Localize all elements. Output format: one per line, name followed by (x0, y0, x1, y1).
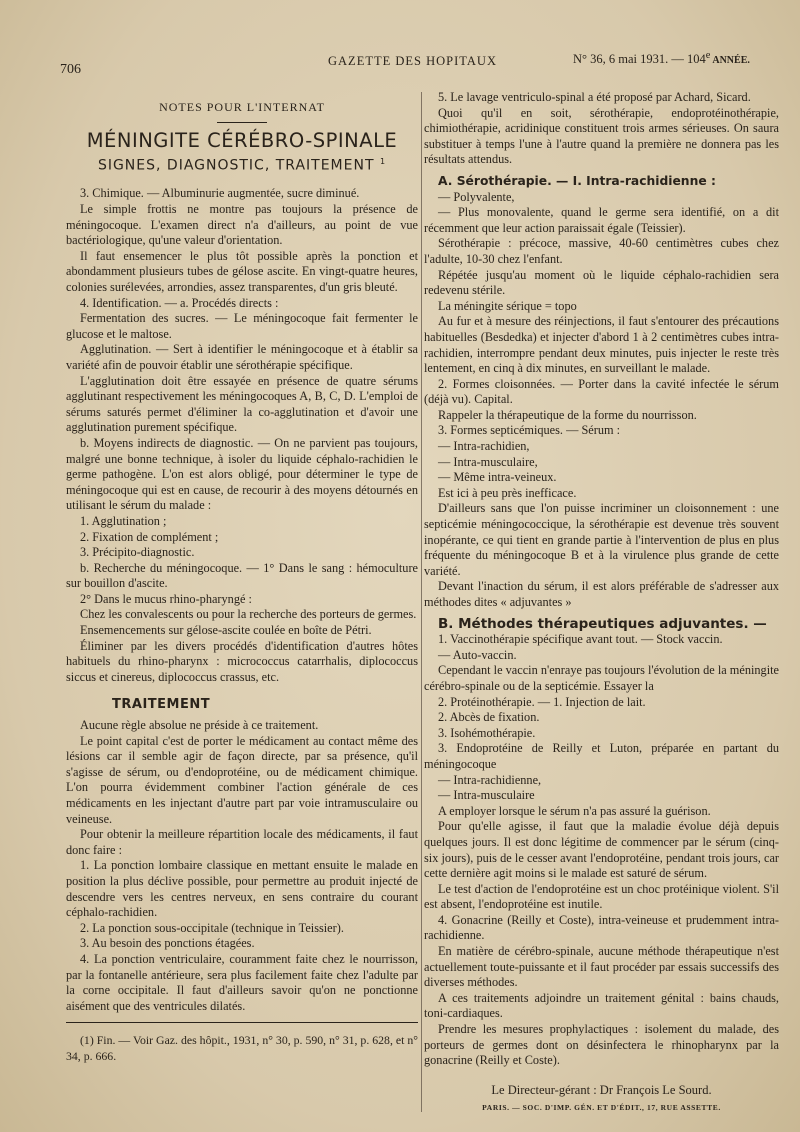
paragraph: Rappeler la thérapeutique de la forme du nourrisson. (438, 407, 697, 422)
paragraph: Cependant le vaccin n'enraye pas toujours l'évolution de la méningite cérébro-spinale ou de la septicémie. Essayer la (424, 663, 779, 693)
paragraph: Répétée jusqu'au moment où le liquide céphalo-rachidien sera redevenu stérile. (424, 267, 779, 298)
issue-year-label: ANNÉE. (710, 55, 750, 67)
paragraph: 4. Identification. — a. Procédés directs : (80, 295, 279, 310)
list-item: — Intra-musculaire, (438, 454, 538, 469)
paragraph: 3. Formes septicémiques. — Sérum : (438, 423, 621, 438)
paragraph: A employer lorsque le sérum n'a pas assuré la guérison. (438, 803, 711, 818)
issue-info (573, 50, 750, 67)
paragraph: Aucune règle absolue ne préside à ce traitement. (80, 718, 319, 733)
issue-number: N° 36, 6 mai 1931. — 104 (573, 52, 706, 67)
list-item: 3. Précipito-diagnostic. (80, 545, 195, 560)
list-item: — Intra-rachidienne, (438, 772, 542, 787)
paragraph: b. Moyens indirects de diagnostic. — On ne parvient pas toujours, malgré une bonne technique, à isoler du liquide céphalo-rachidien le germe pathogène. L'on est alors obligé, pour déterminer le type de méningocoque qui est en cause, de recourir à des moyens détournés en utilisant le sérum du malade : (66, 435, 418, 513)
paragraph: Chez les convalescents ou pour la recherche des porteurs de germes. (80, 607, 417, 622)
subsection-heading: A. Sérothérapie. — I. Intra-rachidienne : (438, 173, 716, 188)
paragraph: 2. Formes cloisonnées. — Porter dans la cavité infectée le sérum (déjà vu). Capital. (424, 376, 779, 407)
paragraph: — Plus monovalente, quand le germe sera identifié, on a dit récemment que leur action paraissait égale (Teissier). (424, 205, 779, 235)
paragraph: Prendre les mesures prophylactiques : isolement du malade, des porteurs de germes dont on désinfectera le rhinopharynx par la gonacrine (Reilly et Coste). (424, 1022, 779, 1068)
paragraph: 4. La ponction ventriculaire, couramment faite chez le nourrisson, par la fontanelle antérieure, sera plus facilement faite chez l'adulte par la corne occipitale. Il faut d'ailleurs savoir qu'on ne ponctionne aisément que des ventricules dilatés. (66, 951, 418, 1013)
paragraph: Sérothérapie : précoce, massive, 40-60 centimètres cubes chez l'adulte, 10-30 chez l'enfant. (424, 236, 779, 266)
paragraph: A ces traitements adjoindre un traitement génital : bains chauds, toni-cardiaques. (424, 990, 779, 1021)
paragraph: Devant l'inaction du sérum, il est alors préférable de s'adresser aux méthodes dites « adjuvantes » (424, 579, 779, 609)
paragraph: Pour qu'elle agisse, il faut que la maladie évolue déjà depuis quelques jours. Il est donc légitime de commencer par le sérum (cinq-six jours), puis de le cesser avant l'endoprotéine, pendant trois jours, car cette dernière agit moins si le malade est saturé de sérum. (424, 819, 779, 881)
title-rule (217, 122, 267, 123)
left-column (66, 100, 418, 1065)
paragraph: 5. Le lavage ventriculo-spinal a été proposé par Achard, Sicard. (438, 90, 751, 104)
paragraph: 2. Abcès de fixation. (438, 710, 540, 725)
paragraph: Agglutination. — Sert à identifier le méningocoque et à établir sa variété afin de pouvoir établir une sérothérapie spécifique. (66, 342, 418, 372)
paragraph: b. Recherche du méningocoque. — 1° Dans le sang : hémoculture sur bouillon d'ascite. (66, 560, 418, 591)
paragraph: Il faut ensemencer le plus tôt possible après la ponction et abondamment plusieurs tubes de gélose ascite. En vingt-quatre heures, colonies surélevées, arrondies, assez transparentes, d'un gris bleuté. (66, 248, 418, 294)
paragraph: Le point capital c'est de porter le médicament au contact même des lésions car il semble agir de façon directe, par sa présence, qu'il s'agisse de sérum, ou d'endoprotéine, ou de médicament chimique. L'on pourra évidemment combiner l'action générale de ces médicaments en les injectant d'autre part par voie intramusculaire ou veineuse. (66, 733, 418, 826)
paragraph: 2. Protéinothérapie. — 1. Injection de lait. (438, 694, 646, 709)
section-label: NOTES POUR L'INTERNAT (159, 100, 325, 114)
paragraph: Fermentation des sucres. — Le méningocoque fait fermenter le glucose et le maltose. (66, 311, 418, 341)
list-item: — Intra-rachidien, (438, 439, 530, 454)
paragraph: — Auto-vaccin. (438, 647, 517, 662)
list-item: — Intra-musculaire (438, 788, 535, 803)
paragraph: 2° Dans le mucus rhino-pharyngé : (80, 591, 252, 606)
list-item: 1. Agglutination ; (80, 513, 167, 528)
right-column (424, 90, 779, 1116)
running-header (0, 48, 800, 76)
paragraph: — Polyvalente, (438, 189, 515, 204)
printer-imprint: PARIS. — SOC. D'IMP. GÉN. ET D'ÉDIT., 17, RUE ASSETTE. (482, 1103, 721, 1113)
article-title: MÉNINGITE CÉRÉBRO-SPINALE (86, 128, 398, 152)
subsection-heading: B. Méthodes thérapeutiques adjuvantes. — (438, 615, 767, 632)
paragraph: L'agglutination doit être essayée en présence de quatre sérums agglutinant respectivement les méningocoques A, B, C, D. L'emploi de sérums saturés permet d'éliminer la co-agglutination et d'avoir une agglutination purement spécifique. (66, 373, 418, 435)
paragraph: Au fur et à mesure des réinjections, il faut s'entourer des précautions habituelles (Besdedka) et injecter d'abord 1 à 2 centimètres cubes intra-rachidien, interrompre pendant deux minutes, puis injecter le reste très lentement, en cinq à dix minutes, en surveillant le malade. (424, 314, 779, 376)
paragraph: D'ailleurs sans que l'on puisse incriminer un cloisonnement : une septicémie méningococcique, la sérothérapie est devenue très souvent inopérante, ce qui tient en grande partie à l'intervention de plus en plus fréquente du méningocoque B et à la virulence plus grande de cette variété. (424, 501, 779, 578)
column-divider (421, 92, 422, 1112)
paragraph: 1. La ponction lombaire classique en mettant ensuite le malade en position la plus déclive possible, pour permettre au produit injecté de descendre vers les centres nerveux, en sens contraire du courant céphalo-rachidien. (66, 858, 418, 920)
paragraph: Le test d'action de l'endoprotéine est un choc protéinique violent. S'il est absent, l'endoprotéine est inutile. (424, 881, 779, 912)
footnote: (1) Fin. — Voir Gaz. des hôpit., 1931, n° 30, p. 590, n° 31, p. 628, et n° 34, p. 666. (66, 1022, 418, 1064)
paragraph: 3. Chimique. — Albuminurie augmentée, sucre diminué. (80, 186, 360, 201)
paragraph: 4. Gonacrine (Reilly et Coste), intra-veineuse et prudemment intra-rachidienne. (424, 912, 779, 943)
paragraph: En matière de cérébro-spinale, aucune méthode thérapeutique n'est actuellement toute-puissante et il faut procéder par essais successifs des diverses méthodes. (424, 944, 779, 990)
subtitle-footnote-mark: 1 (379, 157, 387, 167)
list-item: 2. Fixation de complément ; (80, 529, 219, 544)
paragraph: 3. Au besoin des ponctions étagées. (80, 936, 255, 951)
page-number: 706 (60, 62, 81, 77)
paragraph: Le simple frottis ne montre pas toujours la présence de méningocoque. L'examen direct n'a d'ailleurs, au point de vue bactériologique, qu'une valeur d'orientation. (66, 202, 418, 248)
list-item: — Même intra-veineux. (438, 470, 557, 485)
paragraph: 1. Vaccinothérapie spécifique avant tout. — Stock vaccin. (438, 632, 723, 647)
subtitle-text: SIGNES, DIAGNOSTIC, TRAITEMENT (97, 157, 375, 174)
paragraph: 2. La ponction sous-occipitale (technique in Teissier). (80, 920, 344, 935)
paragraph: Est ici à peu près inefficace. (438, 485, 577, 500)
article-subtitle (66, 154, 418, 174)
paragraph: Éliminer par les divers procédés d'identification d'autres hôtes habituels du rhino-pharynx : micrococcus catarrhalis, diplococcus siccus et cinereus, diplococcus crassus, etc. (66, 638, 418, 684)
paragraph: La méningite sérique = topo (438, 298, 577, 313)
issue-superscript: e (705, 50, 711, 61)
paragraph: 3. Endoprotéine de Reilly et Luton, préparée en partant du méningocoque (424, 741, 779, 771)
director-signature: Le Directeur-gérant : Dr François Le Sourd. (491, 1082, 712, 1097)
paragraph: Quoi qu'il en soit, sérothérapie, endoprotéinothérapie, chimiothérapie, acridinique constituent trois armes sérieuses. On saura substituer à temps l'une à l'autre quand la première ne donnera pas les résultats attendus. (424, 105, 779, 167)
paragraph: Pour obtenir la meilleure répartition locale des médicaments, il faut donc faire : (66, 827, 418, 857)
treatment-heading: TRAITEMENT (112, 697, 211, 713)
paragraph: Ensemencements sur gélose-ascite coulée en boîte de Pétri. (80, 623, 372, 638)
paragraph: 3. Isohémothérapie. (438, 725, 536, 740)
journal-title: GAZETTE DES HOPITAUX (328, 54, 497, 68)
